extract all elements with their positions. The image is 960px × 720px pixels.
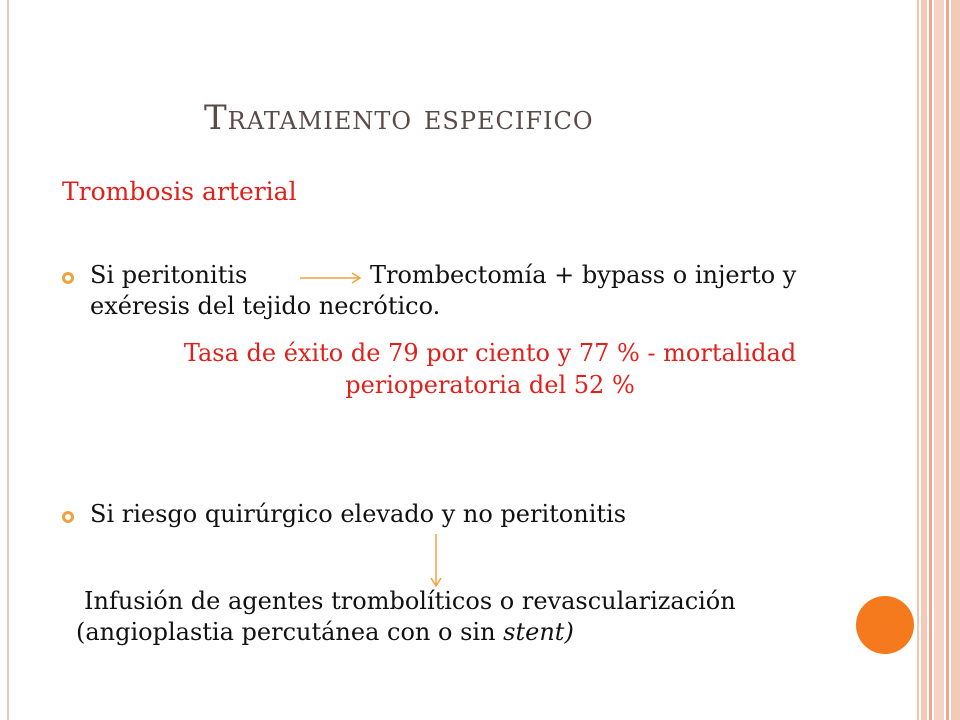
orange-circle-icon — [856, 596, 914, 654]
bullet-1-line2: exéresis del tejido necrótico. — [90, 292, 441, 320]
bullet-1-prefix: Si peritonitis — [90, 261, 248, 289]
arrow-down-icon — [428, 534, 444, 590]
bullet-icon — [62, 272, 74, 284]
arrow-right-icon — [300, 270, 364, 286]
treatment-italic: stent) — [503, 618, 574, 646]
bullet-icon — [62, 511, 74, 523]
stats-line-1: Tasa de éxito de 79 por ciento y 77 % - mortalidad — [183, 339, 797, 367]
treatment-line-2-text: (angioplastia percutánea con o sin — [76, 618, 504, 646]
treatment-line-1: Infusión de agentes trombolíticos o revascularización — [84, 587, 736, 615]
bullet-1-line1: Trombectomía + bypass o injerto y — [370, 261, 797, 289]
section-subtitle: Trombosis arterial — [62, 177, 297, 206]
bullet-2-text: Si riesgo quirúrgico elevado y no peritonitis — [90, 500, 627, 528]
decorative-stripes — [921, 0, 960, 720]
stats-line-2: perioperatoria del 52 % — [345, 371, 635, 399]
slide-title: Tratamiento especifico — [204, 98, 594, 138]
treatment-line-2 — [76, 617, 574, 648]
